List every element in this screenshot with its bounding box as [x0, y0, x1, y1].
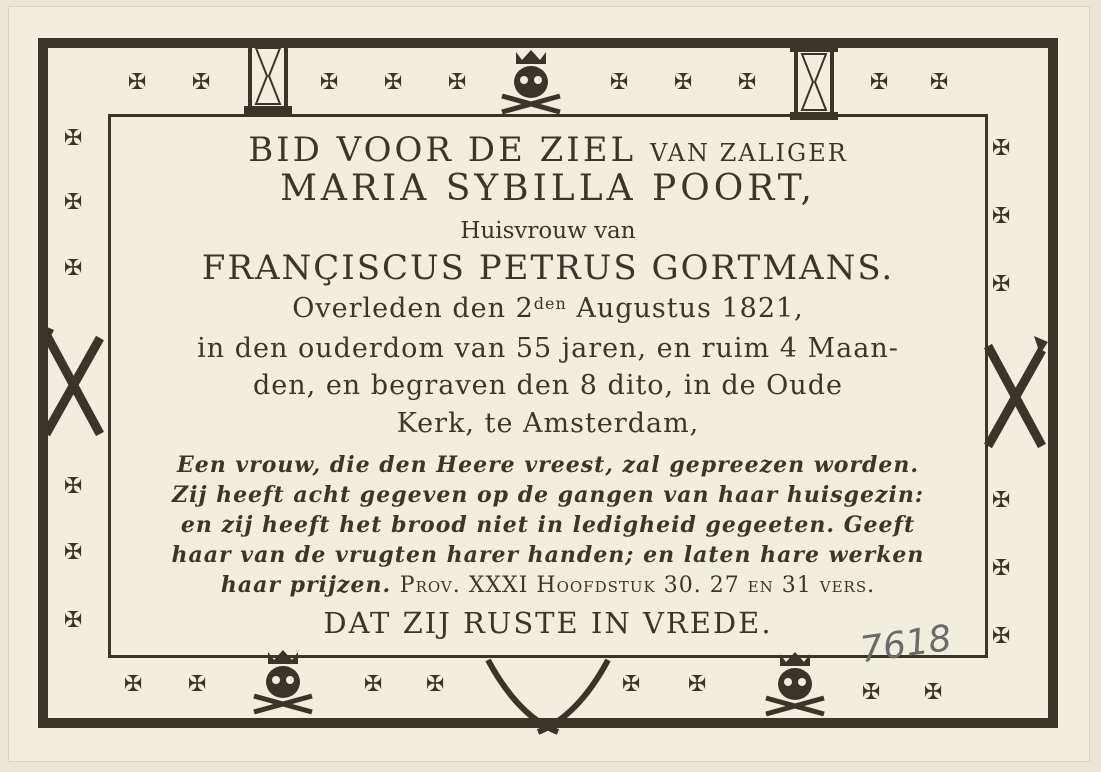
cross-icon: ✠ — [64, 190, 83, 215]
cross-icon: ✠ — [930, 70, 949, 95]
verse-line: en zij heeft het brood niet in ledigheid gegeeten. Geeft — [180, 512, 916, 538]
hourglass-icon — [242, 36, 294, 116]
handwritten-number: 7618 — [857, 617, 955, 672]
torch-icon — [980, 336, 1050, 456]
cross-icon: ✠ — [870, 70, 889, 95]
cross-icon: ✠ — [622, 672, 641, 697]
cross-icon: ✠ — [64, 474, 83, 499]
cross-icon: ✠ — [364, 672, 383, 697]
closing-prayer: DAT ZIJ RUSTE IN VREDE. — [323, 606, 773, 640]
cross-icon: ✠ — [992, 204, 1011, 229]
cross-icon: ✠ — [384, 70, 403, 95]
cross-icon: ✠ — [738, 70, 757, 95]
skull-crown-icon — [248, 646, 318, 716]
torch-icon — [38, 324, 108, 444]
death-date-line: Overleden den $2^{den}$ Augustus 1821, — [292, 293, 804, 324]
cross-icon: ✠ — [426, 672, 445, 697]
cross-icon: ✠ — [610, 70, 629, 95]
scythe-icon — [478, 656, 618, 736]
burial-line: den, en begraven den 8 dito, in de Oude — [253, 370, 843, 401]
cross-icon: ✠ — [674, 70, 693, 95]
cross-icon: ✠ — [992, 488, 1011, 513]
age-line: in den ouderdom van 55 jaren, en ruim 4 Maan- — [197, 333, 899, 364]
cross-icon: ✠ — [64, 608, 83, 633]
cross-icon: ✠ — [924, 680, 943, 705]
verse-line: Een vrouw, die den Heere vreest, zal gepreezen worden. — [176, 452, 920, 478]
cross-icon: ✠ — [124, 672, 143, 697]
heading-main: BID VOOR DE ZIEL — [248, 130, 637, 170]
cross-icon: ✠ — [992, 272, 1011, 297]
skull-crown-icon — [496, 46, 566, 116]
memorial-card — [8, 6, 1090, 762]
place-line: Kerk, te Amsterdam, — [396, 408, 700, 439]
cross-icon: ✠ — [688, 672, 707, 697]
hourglass-icon — [788, 42, 840, 122]
heading-line — [118, 130, 978, 170]
cross-icon: ✠ — [448, 70, 467, 95]
cross-icon: ✠ — [128, 70, 147, 95]
cross-icon: ✠ — [992, 556, 1011, 581]
cross-icon: ✠ — [320, 70, 339, 95]
cross-icon: ✠ — [64, 256, 83, 281]
skull-crown-icon — [760, 648, 830, 718]
cross-icon: ✠ — [188, 672, 207, 697]
cross-icon: ✠ — [64, 540, 83, 565]
cross-icon: ✠ — [64, 126, 83, 151]
heading-small: VAN ZALIGER — [649, 139, 848, 167]
cross-icon: ✠ — [992, 136, 1011, 161]
cross-icon: ✠ — [992, 624, 1011, 649]
cross-icon: ✠ — [192, 70, 211, 95]
verse-line: Zij heeft acht gegeven op de gangen van haar huisgezin: — [172, 482, 924, 508]
verse-reference-line: haar prijzen. Prov. XXXI Hoofdstuk 30. 27 en 31 vers. — [220, 572, 876, 598]
verse-line: haar van de vrugten harer handen; en laten hare werken — [171, 542, 925, 568]
cross-icon: ✠ — [862, 680, 881, 705]
spouse-name: FRANÇISCUS PETRUS GORTMANS. — [201, 248, 895, 288]
relation-text: Huisvrouw van — [460, 218, 636, 244]
deceased-name: MARIA SYBILLA POORT, — [280, 168, 816, 209]
